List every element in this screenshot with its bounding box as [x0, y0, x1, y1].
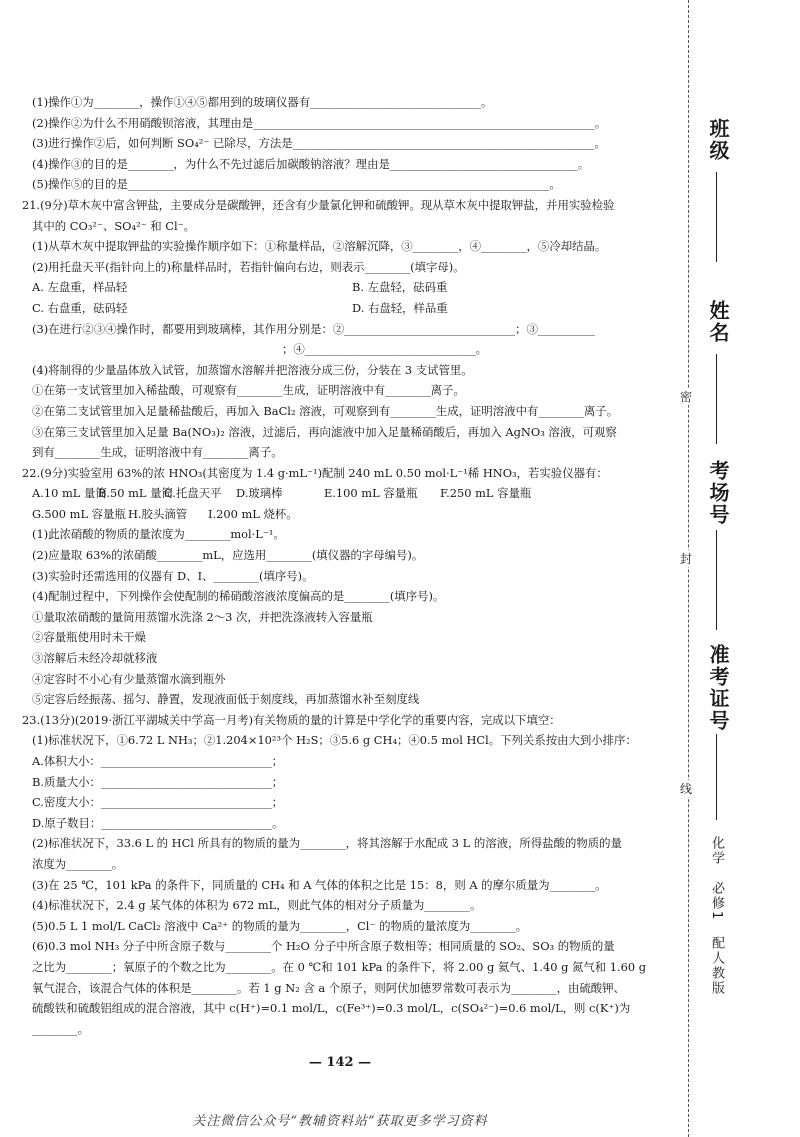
- q23-part1-c: C.密度大小：______________________________；: [32, 795, 284, 810]
- q21-option-c: C. 右盘重，砝码轻: [32, 300, 128, 315]
- cut-line: [688, 0, 689, 1137]
- q21-options-row1: [22, 277, 672, 298]
- seal-mark-xian: 线: [680, 782, 693, 796]
- q22-choice-4: ④定容时不小心有少量蒸馏水滴到瓶外: [32, 671, 226, 686]
- question-content: [22, 92, 672, 1039]
- q20-part1: (1)操作①为________，操作①④⑤都用到的玻璃仪器有______________________________。: [32, 95, 493, 109]
- q20-part2: (2)操作②为什么不用硝酸钡溶液，其理由是____________________________________________________________。: [32, 115, 607, 130]
- q21-option-a: A. 左盘重，样品轻: [32, 280, 128, 295]
- q22-stem: 22.(9分)实验室用 63%的浓 HNO₃(其密度为 1.4 g·mL⁻¹)配制 240 mL 0.50 mol·L⁻¹稀 HNO₃，若实验仪器有：: [22, 465, 608, 480]
- ticket-field-line: [716, 734, 717, 820]
- q21-part4-1: ①在第一支试管里加入稀盐酸，可观察有________生成，证明溶液中有________离子。: [32, 383, 465, 398]
- q20-part3: (3)进行操作②后，如何判断 SO₄²⁻ 已除尽，方法是_____________________________________________________。: [32, 136, 606, 151]
- q22-choice-5: ⑤定容后经振荡、摇匀、静置，发现液面低于刻度线，再加蒸馏水补至刻度线: [32, 692, 420, 707]
- q22-instrument-a: A.10 mL 量筒: [32, 486, 107, 501]
- q22-instrument-e: E.100 mL 容量瓶: [324, 486, 418, 501]
- q21-part4-3-cont: 到有________生成，证明溶液中有________离子。: [32, 445, 283, 460]
- q22-instruments-row2: [22, 504, 672, 525]
- binding-margin: [682, 0, 800, 1137]
- q23-part1: (1)标准状况下，①6.72 L NH₃；②1.204×10²³个 H₂S；③5.6 g CH₄；④0.5 mol HCl。下列关系按由大到小排序：: [32, 733, 637, 748]
- q23-part6-cont3: 硫酸铁和硫酸铝组成的混合溶液，其中 c(H⁺)=0.1 mol/L，c(Fe³⁺)=0.3 mol/L，c(SO₄²⁻)=0.6 mol/L，则 c(K⁺)为: [32, 1001, 631, 1016]
- q23-part6-cont4: ________。: [32, 1021, 89, 1036]
- q23-part2: (2)标准状况下，33.6 L 的 HCl 所具有的物质的量为________，将其溶解于水配成 3 L 的溶液，所得盐酸的物质的量: [32, 836, 622, 851]
- q23-stem: 23.(13分)(2019·浙江平湖城关中学高一月考)有关物质的量的计算是中学化学的重要内容，完成以下填空：: [22, 712, 561, 727]
- class-field-line: [716, 172, 717, 262]
- q23-part5: (5)0.5 L 1 mol/L CaCl₂ 溶液中 Ca²⁺ 的物质的量为________，Cl⁻ 的物质的量浓度为________。: [32, 918, 528, 933]
- q22-instrument-d: D.玻璃棒: [236, 486, 283, 501]
- subject-label: 化学 必修1 配人教版: [709, 836, 724, 997]
- q23-part2-cont: 浓度为________。: [32, 856, 124, 871]
- seal-mark-mi: 密: [680, 390, 693, 404]
- q21-part1: (1)从草木灰中提取钾盐的实验操作顺序如下：①称量样品，②溶解沉降，③________，④________，⑤冷却结晶。: [32, 239, 607, 254]
- q22-choice-3: ③溶解后未经冷却就移液: [32, 651, 158, 666]
- q22-part3: (3)实验时还需选用的仪器有 D、I、________(填序号)。: [32, 568, 314, 583]
- seal-mark-feng: 封: [680, 552, 693, 566]
- q20-part4: (4)操作③的目的是________，为什么不先过滤后加碳酸钠溶液？理由是_________________________________。: [32, 156, 590, 171]
- q21-part2: (2)用托盘天平(指针向上的)称量样品时，若指针偏向右边，则表示________(填字母)。: [32, 259, 465, 274]
- q21-part4-2: ②在第二支试管里加入足量稀盐酸后，再加入 BaCl₂ 溶液，可观察到有________生成，证明溶液中有________离子。: [32, 403, 619, 418]
- q22-instrument-c: C.托盘天平: [164, 486, 222, 501]
- page-number: — 142 —: [308, 1055, 372, 1070]
- name-field-line: [716, 354, 717, 444]
- q21-part4: (4)将制得的少量晶体放入试管，加蒸馏水溶解并把溶液分成三份，分装在 3 支试管里。: [32, 362, 473, 377]
- q22-instrument-f: F.250 mL 容量瓶: [440, 486, 532, 501]
- q21-stem: 21.(9分)草木灰中富含钾盐，主要成分是碳酸钾，还含有少量氯化钾和硫酸钾。现从草木灰中提取钾盐，并用实验检验: [22, 197, 615, 212]
- q22-instrument-i: I.200 mL 烧杯。: [208, 506, 298, 521]
- q20-part5: (5)操作⑤的目的是__________________________________________________________________________。: [32, 177, 561, 192]
- q21-options-row2: [22, 298, 672, 319]
- q22-choice-2: ②容量瓶使用时未干燥: [32, 630, 146, 645]
- q21-part3: (3)在进行②③④操作时，都要用到玻璃棒，其作用分别是：②______________________________；③__________: [32, 321, 595, 336]
- q23-part1-a: A.体积大小：______________________________；: [32, 754, 284, 768]
- q22-instrument-h: H.胶头滴管: [128, 506, 188, 521]
- q22-instrument-g: G.500 mL 容量瓶: [32, 506, 126, 521]
- q22-part1: (1)此浓硝酸的物质的量浓度为________mol·L⁻¹。: [32, 527, 285, 542]
- q21-stem-cont: 其中的 CO₃²⁻、SO₄²⁻ 和 Cl⁻。: [32, 218, 196, 233]
- q21-part4-3: ③在第三支试管里加入足量 Ba(NO₃)₂ 溶液，过滤后，再向滤液中加入足量稀硝酸后，再加入 AgNO₃ 溶液，可观察: [32, 424, 617, 439]
- ticket-label: 准考证号: [706, 644, 730, 732]
- q23-part1-b: B.质量大小：______________________________；: [32, 774, 284, 789]
- room-field-line: [716, 530, 717, 630]
- q21-option-b: B. 左盘轻，砝码重: [352, 280, 448, 295]
- q23-part4: (4)标准状况下，2.4 g 某气体的体积为 672 mL，则此气体的相对分子质量为________。: [32, 898, 482, 913]
- name-label: 姓名: [706, 300, 730, 344]
- q23-part3: (3)在 25 ℃，101 kPa 的条件下，同质量的 CH₄ 和 A 气体的体积之比是 15：8，则 A 的摩尔质量为________。: [32, 877, 607, 892]
- q23-part6: (6)0.3 mol NH₃ 分子中所含原子数与________个 H₂O 分子中所含原子数相等；相同质量的 SO₂、SO₃ 的物质的量: [32, 939, 615, 954]
- q23-part6-cont2: 氧气混合，该混合气体的体积是________。若 1 g N₂ 含 a 个原子，则阿伏加德罗常数可表示为________，由硫酸钾、: [32, 980, 625, 995]
- q22-part2: (2)应量取 63%的浓硝酸________mL，应选用________(填仪器的字母编号)。: [32, 548, 424, 563]
- q22-instruments-row1: [22, 483, 672, 504]
- q21-part3-cont: ；④______________________________。: [282, 342, 488, 357]
- q22-choice-1: ①量取浓硝酸的量筒用蒸馏水洗涤 2～3 次，并把洗涤液转入容量瓶: [32, 609, 373, 624]
- q22-part4: (4)配制过程中，下列操作会使配制的稀硝酸溶液浓度偏高的是________(填序号)。: [32, 589, 445, 604]
- class-label: 班级: [706, 118, 730, 162]
- q23-part6-cont1: 之比为________；氧原子的个数之比为________。在 0 ℃和 101 kPa 的条件下，将 2.00 g 氦气、1.40 g 氮气和 1.60 g: [32, 959, 647, 974]
- room-label: 考场号: [706, 460, 730, 526]
- q22-instrument-b: B.50 mL 量筒: [98, 486, 173, 501]
- q23-part1-d: D.原子数目：______________________________。: [32, 815, 284, 830]
- q21-option-d: D. 右盘轻，样品重: [352, 300, 448, 315]
- footer-note: 关注微信公众号“教辅资料站”获取更多学习资料: [192, 1114, 488, 1129]
